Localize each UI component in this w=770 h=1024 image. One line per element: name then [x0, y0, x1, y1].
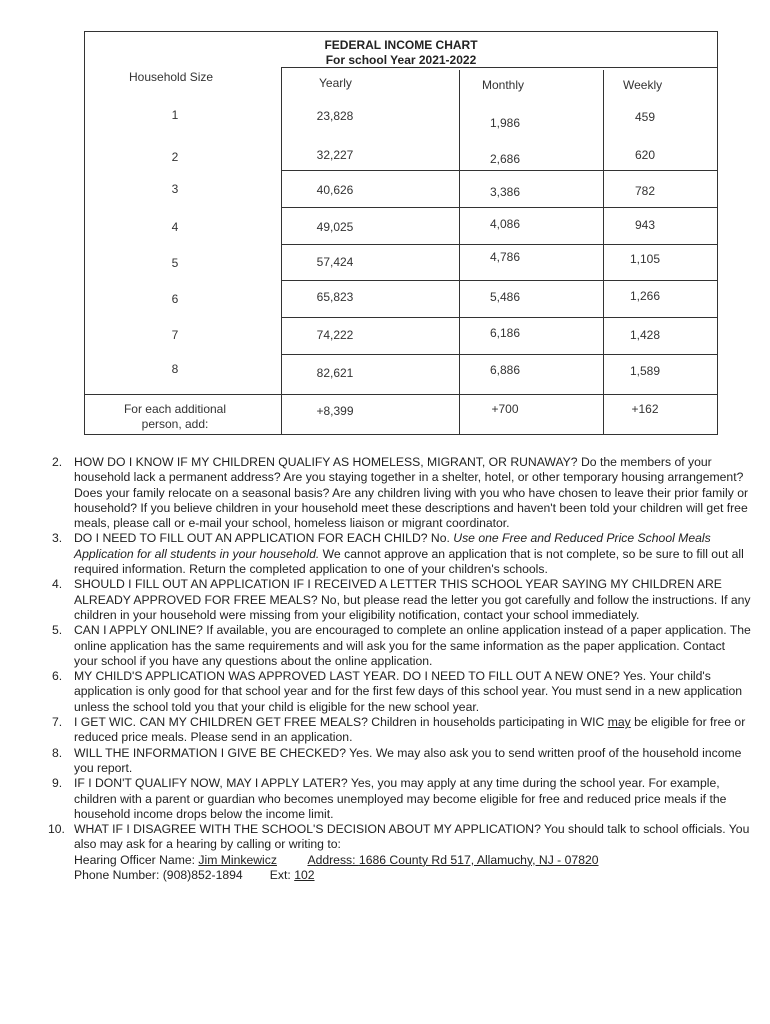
header-monthly: Monthly	[482, 78, 525, 92]
faq-text	[74, 822, 752, 883]
faq-item	[52, 715, 752, 746]
cell-weekly: 1,105	[629, 252, 661, 266]
faq-number: 10.	[48, 822, 65, 837]
faq-number: 9.	[52, 776, 63, 791]
cell-monthly: +700	[491, 402, 519, 416]
cell-size: 3	[171, 182, 179, 196]
faq-text-italic: Use one Free and Reduced Price School Meals Application for all students in your household.	[74, 531, 711, 561]
faq-text: MY CHILD'S APPLICATION WAS APPROVED LAST YEAR. DO I NEED TO FILL OUT A NEW ONE? Yes. Your child's application is only good for that school year and for the first few days of this school year. You must send in a new application unless the school told you that your child is eligible for the new school year.	[74, 669, 742, 714]
cell-yearly: +8,399	[316, 404, 354, 418]
faq-text-underlined: may	[607, 715, 631, 730]
row-divider	[281, 207, 717, 208]
chart-title	[85, 38, 717, 68]
ext-label: Ext:	[269, 868, 295, 883]
faq-text: SHOULD I FILL OUT AN APPLICATION IF I RECEIVED A LETTER THIS SCHOOL YEAR SAYING MY CHILDREN ARE ALREADY APPROVED FOR FREE MEALS? No, but please read the letter you got carefully and follow the instructions. If any children in your household were missing from your eligibility notification, contact your school immediately.	[74, 577, 751, 622]
faq-number: 2.	[52, 455, 63, 469]
cell-monthly: 6,186	[489, 326, 521, 340]
chart-title-text: FEDERAL INCOME CHART	[324, 38, 478, 52]
header-weekly: Weekly	[623, 78, 663, 92]
cell-yearly: 65,823	[316, 290, 354, 304]
row-divider	[85, 394, 717, 395]
cell-additional-label	[115, 402, 235, 432]
cell-monthly: 4,086	[489, 217, 521, 231]
row-divider	[281, 280, 717, 281]
faq-item	[48, 822, 752, 883]
cell-yearly: 74,222	[316, 328, 354, 342]
hearing-address	[307, 853, 598, 867]
faq-text	[74, 531, 752, 577]
additional-label-line1: For each additional	[123, 402, 227, 416]
cell-monthly: 1,986	[489, 116, 521, 130]
cell-monthly: 3,386	[489, 185, 521, 199]
cell-size: 5	[171, 256, 179, 270]
cell-weekly: +162	[631, 402, 659, 416]
faq-item	[52, 669, 752, 715]
hearing-officer-label: Hearing Officer Name:	[74, 852, 199, 867]
faq-number: 6.	[52, 669, 63, 684]
federal-income-chart	[84, 31, 718, 435]
cell-weekly: 1,589	[629, 364, 661, 378]
row-divider	[281, 354, 717, 355]
cell-weekly: 1,266	[629, 289, 661, 303]
cell-size: 6	[171, 292, 179, 306]
cell-weekly: 620	[634, 148, 656, 162]
header-yearly: Yearly	[319, 76, 352, 90]
faq-text-part: We cannot approve an application that is not complete, so be sure to fill out all required information. Return the completed application to one of your children's schools.	[74, 546, 744, 577]
faq-item	[52, 776, 752, 822]
faq-item	[52, 531, 752, 577]
cell-size: 7	[171, 328, 179, 342]
cell-weekly: 782	[634, 184, 656, 198]
faq-text: IF I DON'T QUALIFY NOW, MAY I APPLY LATER? Yes, you may apply at any time during the school year. For example, children with a parent or guardian who becomes unemployed may become eligible for free and reduced price meals if the household income drops below the income limit.	[74, 776, 727, 821]
cell-yearly: 82,621	[316, 366, 354, 380]
header-household-size: Household Size	[129, 70, 214, 84]
faq-text: CAN I APPLY ONLINE? If available, you are encouraged to complete an online application instead of a paper application. The online application has the same requirements and will ask you for the same information as the paper application. Contact your school if you have any questions about the online application.	[74, 623, 751, 668]
cell-size: 1	[171, 108, 179, 122]
chart-subtitle: For school Year 2021-2022	[325, 53, 477, 67]
faq-item	[52, 623, 752, 669]
faq-text	[74, 715, 752, 746]
cell-monthly: 2,686	[489, 152, 521, 166]
faq-text: HOW DO I KNOW IF MY CHILDREN QUALIFY AS HOMELESS, MIGRANT, OR RUNAWAY? Do the members of your household lack a permanent address? Are you staying together in a shelter, hotel, or other temporary housing arrangement? Does your family relocate on a seasonal basis? Are any children living with you who have chosen to leave their prior family or household? If you believe children in your household meet these descriptions and haven't been told your children will get free meals, please call or e-mail your school, homeless liaison or migrant coordinator.	[74, 455, 749, 531]
cell-monthly: 6,886	[489, 363, 521, 377]
cell-yearly: 32,227	[316, 148, 354, 162]
cell-weekly: 1,428	[629, 328, 661, 342]
faq-list	[48, 455, 752, 883]
address-value: 1686 County Rd 517, Allamuchy, NJ - 07820	[358, 852, 599, 867]
address-label: Address:	[307, 852, 359, 867]
cell-monthly: 5,486	[489, 290, 521, 304]
cell-monthly: 4,786	[489, 250, 521, 264]
faq-number: 3.	[52, 531, 63, 546]
faq-number: 5.	[52, 623, 63, 638]
ext-value: 102	[294, 868, 315, 883]
cell-size: 2	[171, 150, 179, 164]
cell-weekly: 943	[634, 218, 656, 232]
additional-label-line2: person, add:	[141, 417, 209, 431]
cell-yearly: 49,025	[316, 220, 354, 234]
cell-size: 8	[171, 362, 179, 376]
title-rule	[281, 67, 717, 68]
faq-text-part: be eligible for free or reduced price meals. Please send in an application.	[74, 715, 746, 745]
cell-yearly: 23,828	[316, 109, 354, 123]
row-divider	[281, 317, 717, 318]
faq-number: 8.	[52, 745, 63, 760]
faq-number: 4.	[52, 577, 63, 592]
faq-number: 7.	[52, 715, 63, 730]
faq-text: WILL THE INFORMATION I GIVE BE CHECKED? Yes. We may also ask you to send written proof of the household income you report.	[74, 745, 742, 775]
row-divider	[281, 244, 717, 245]
row-divider	[281, 170, 717, 171]
cell-yearly: 57,424	[316, 255, 354, 269]
cell-size: 4	[171, 220, 179, 234]
faq-item	[52, 577, 752, 623]
faq-item	[52, 746, 752, 777]
faq-item	[52, 455, 752, 531]
faq-text-part: DO I NEED TO FILL OUT AN APPLICATION FOR EACH CHILD? No.	[74, 531, 454, 546]
faq-text-part: I GET WIC. CAN MY CHILDREN GET FREE MEALS? Children in households participating in WIC	[74, 715, 608, 730]
faq-text-part: WHAT IF I DISAGREE WITH THE SCHOOL'S DECISION ABOUT MY APPLICATION? You should talk to school officials. You also may ask for a hearing by calling or writing to:	[74, 822, 750, 852]
phone-number: Phone Number: (908)852-1894	[74, 868, 243, 883]
cell-yearly: 40,626	[316, 183, 354, 197]
cell-weekly: 459	[634, 110, 656, 124]
hearing-officer-name: Jim Minkewicz	[198, 852, 277, 867]
